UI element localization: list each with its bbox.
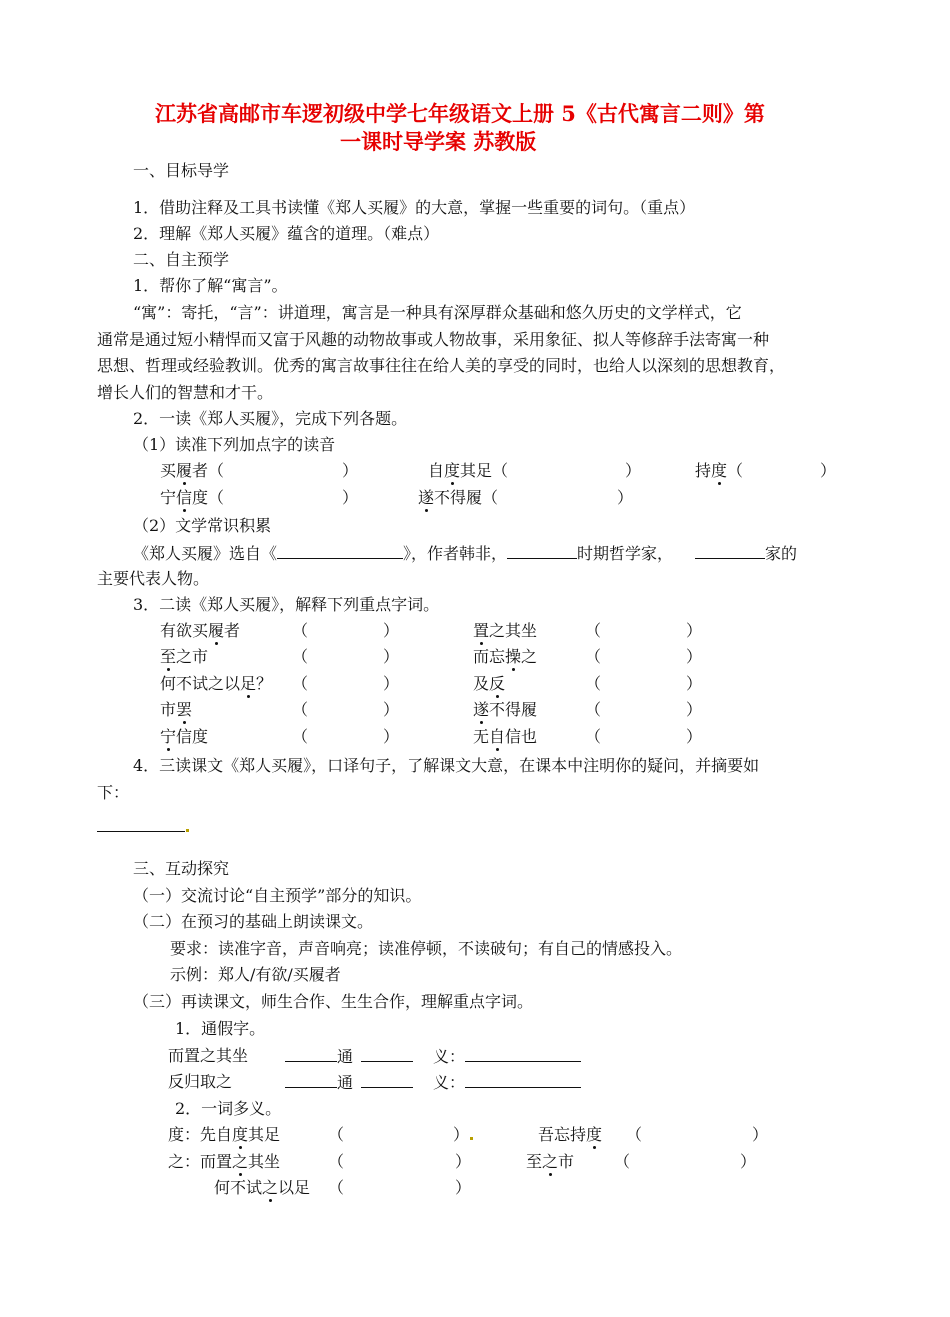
polysemy-item: 吾忘持度: [538, 1125, 603, 1144]
paren-close: ）: [686, 674, 703, 693]
polysemy-item: 何不试之以足: [214, 1178, 311, 1197]
tongjia-item: 反归取之: [168, 1072, 233, 1091]
paren-open: （: [585, 621, 602, 640]
word-item: 无自信也: [473, 727, 538, 746]
paren-open: （: [328, 1152, 345, 1171]
lit-knowledge-line: 《郑人买履》选自《 》，作者韩非， 时期哲学家， 家的: [133, 544, 798, 563]
answer-blank[interactable]: [695, 542, 765, 559]
paren-close: ）: [686, 700, 703, 719]
tongjia-blanks[interactable]: 通 义：: [285, 1045, 581, 1068]
paren-open: （: [585, 700, 602, 719]
word-item: 何不试之以足？: [160, 674, 273, 693]
paren-close: ）: [383, 727, 400, 746]
word-item: 有欲买履者: [160, 621, 241, 640]
answer-blank[interactable]: [507, 542, 577, 559]
section2-heading: 二、自主预学: [133, 250, 230, 269]
paren-open: （: [585, 647, 602, 666]
q2-heading: 2．一读《郑人买履》，完成下列各题。: [133, 409, 408, 428]
paren-open: （: [328, 1125, 345, 1144]
paren-close: ）: [686, 647, 703, 666]
section3-heading: 三、互动探究: [133, 859, 230, 878]
paren-close: ）: [383, 700, 400, 719]
paren-open: （: [292, 674, 309, 693]
pron-close: ）: [617, 488, 634, 507]
paren-close: ）: [383, 647, 400, 666]
paren-close: ）: [752, 1125, 769, 1144]
polysemy-item: 度：先自度其足: [168, 1125, 281, 1144]
word-item: 市罢: [160, 700, 193, 719]
paren-open: （: [328, 1178, 345, 1197]
paren-open: （: [292, 727, 309, 746]
pron-close: ）: [625, 461, 642, 480]
s3-part1: （一）交流讨论“自主预学”部分的知识。: [133, 886, 422, 905]
paren-open: （: [614, 1152, 631, 1171]
word-item: 至之市: [160, 647, 209, 666]
paren-close-dot: ）: [453, 1124, 473, 1146]
pron-item: 持度（: [695, 461, 744, 480]
fable-paragraph-line: 思想、哲理或经验教训。优秀的寓言故事往往在给人美的享受的同时，也给人以深刻的思想教育，: [97, 356, 786, 375]
q2-1-heading: （1）读准下列加点字的读音: [133, 435, 336, 454]
word-item: 置之其坐: [473, 621, 538, 640]
word-item: 宁信度: [160, 727, 209, 746]
pron-item: 遂不得履（: [418, 488, 499, 507]
word-item: 而忘操之: [473, 647, 538, 666]
paren-open: （: [585, 727, 602, 746]
pron-close: ）: [820, 461, 837, 480]
doc-title-line1: 江苏省高邮市车逻初级中学七年级语文上册 5《古代寓言二则》第: [155, 101, 765, 126]
paren-close: ）: [383, 621, 400, 640]
q1-heading: 1．帮你了解“寓言”。: [133, 276, 288, 295]
pron-item: 宁信度（: [160, 488, 225, 507]
fable-paragraph-line: 通常是通过短小精悍而又富于风趣的动物故事或人物故事，采用象征、拟人等修辞手法寄寓一种: [97, 330, 770, 349]
paren-open: （: [292, 647, 309, 666]
paren-close: ）: [686, 727, 703, 746]
fable-paragraph-line: “寓”：寄托，“言”：讲道理，寓言是一种具有深厚群众基础和悠久历史的文学样式，它: [133, 303, 742, 322]
summary-answer-line[interactable]: [97, 815, 189, 838]
s3-part2: （二）在预习的基础上朗读课文。: [133, 912, 374, 931]
paren-open: （: [585, 674, 602, 693]
reading-example: 示例：郑人/有欲/买履者: [170, 965, 341, 984]
q4-line2: 下：: [97, 783, 130, 802]
lit-knowledge-line2: 主要代表人物。: [97, 569, 210, 588]
q4-line1: 4．三读课文《郑人买履》，口译句子，了解课文大意，在课本中注明你的疑问，并摘要如: [133, 756, 760, 775]
goal-item-1: 1．借助注释及工具书读懂《郑人买履》的大意，掌握一些重要的词句。（重点）: [133, 198, 696, 217]
answer-blank[interactable]: [277, 542, 403, 559]
paren-close: ）: [383, 674, 400, 693]
polysemy-item: 至之市: [526, 1152, 575, 1171]
tongjia-blanks[interactable]: 通 义：: [285, 1071, 581, 1094]
pron-item: 买履者（: [160, 461, 225, 480]
polysemy-item: 之：而置之其坐: [168, 1152, 281, 1171]
paren-close: ）: [455, 1178, 472, 1197]
q3-heading: 3．二读《郑人买履》，解释下列重点字词。: [133, 595, 440, 614]
tongjia-heading: 1．通假字。: [175, 1019, 266, 1038]
goal-item-2: 2．理解《郑人买履》蕴含的道理。（难点）: [133, 224, 440, 243]
pron-item: 自度其足（: [428, 461, 509, 480]
fable-paragraph-line: 增长人们的智慧和才干。: [97, 383, 274, 402]
paren-open: （: [292, 700, 309, 719]
q2-2-heading: （2）文学常识积累: [133, 516, 272, 535]
reading-requirement: 要求：读准字音，声音响亮；读准停顿，不读破句；有自己的情感投入。: [170, 939, 683, 958]
word-item: 及反: [473, 674, 506, 693]
doc-title-line2: 一课时导学案 苏教版: [340, 129, 537, 154]
polysemy-heading: 2．一词多义。: [175, 1099, 282, 1118]
word-item: 遂不得履: [473, 700, 538, 719]
s3-part3: （三）再读课文，师生合作、生生合作，理解重点字词。: [133, 992, 534, 1011]
tongjia-item: 而置之其坐: [168, 1046, 249, 1065]
section1-heading: 一、目标导学: [133, 161, 230, 180]
pron-close: ）: [342, 488, 359, 507]
paren-open: （: [626, 1125, 643, 1144]
paren-open: （: [292, 621, 309, 640]
paren-close: ）: [455, 1152, 472, 1171]
pron-close: ）: [342, 461, 359, 480]
paren-close: ）: [686, 621, 703, 640]
paren-close: ）: [740, 1152, 757, 1171]
